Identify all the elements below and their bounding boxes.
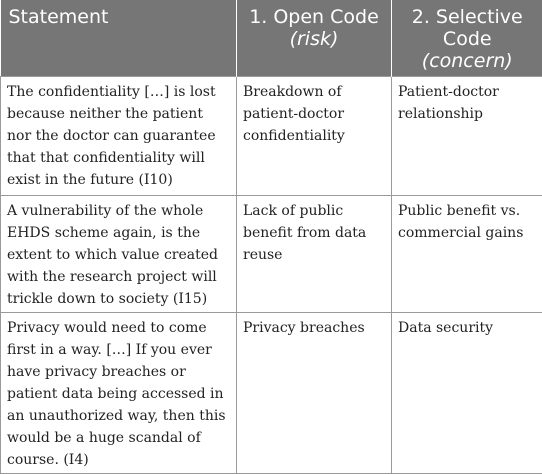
cell-statement: The confidentiality […] is lost because neither the patient nor the doctor can guarantee that that confidentiality will exist in the future (I10) xyxy=(1,77,237,196)
header-selective-code-label: 2. Selective Code xyxy=(412,6,523,50)
header-open-code-label: 1. Open Code xyxy=(249,6,379,28)
cell-open-code: Privacy breaches xyxy=(237,313,392,474)
table-header xyxy=(1,0,542,77)
cell-statement: A vulnerability of the whole EHDS scheme again, is the extent to which value created with the research project will trickle down to society (I15) xyxy=(1,196,237,313)
table-row xyxy=(1,196,542,313)
header-row xyxy=(1,0,542,77)
table-body xyxy=(1,77,542,474)
cell-statement: Privacy would need to come first in a way. […] If you ever have privacy breaches or patient data being accessed in an unauthorized way, then this would be a huge scandal of course. (I4) xyxy=(1,313,237,474)
cell-selective-code: Public benefit vs. commercial gains xyxy=(392,196,542,313)
header-open-code xyxy=(237,0,392,77)
header-statement-label: Statement xyxy=(9,6,109,28)
table-row xyxy=(1,77,542,196)
cell-open-code: Breakdown of patient-doctor confidentiality xyxy=(237,77,392,196)
cell-selective-code: Data security xyxy=(392,313,542,474)
header-open-code-sub: (risk) xyxy=(290,28,339,50)
header-selective-code xyxy=(392,0,542,77)
header-statement xyxy=(1,0,237,77)
cell-selective-code: Patient-doctor relationship xyxy=(392,77,542,196)
table-row xyxy=(1,313,542,474)
cell-open-code: Lack of public benefit from data reuse xyxy=(237,196,392,313)
header-selective-code-sub: (concern) xyxy=(422,50,513,72)
